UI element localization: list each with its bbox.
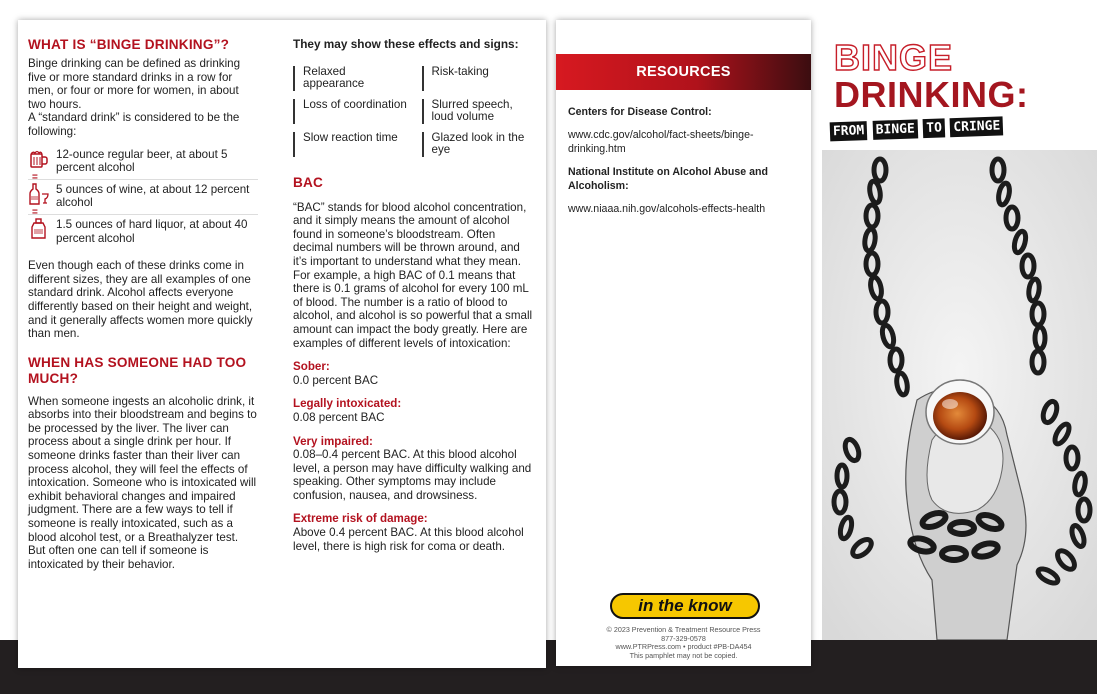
bac-paragraph: “BAC” stands for blood alcohol concentration, and it simply means the amount of alcohol found in someone’s bloodstream. Often decimal numbers will be thrown around, and it’s important to understand what they mean. For example, a high BAC of 0.1 means that there is 0.1 grams of alcohol for every 100 mL of blood. The number is a ratio of blood to alcohol, and alcohol is so powerful that a small amount can impact the body greatly. Here are examples of different levels of intoxication:: [293, 200, 533, 350]
binge-paragraph-1: Binge drinking can be defined as drinking five or more standard drinks in a row for men, or four or more for women, in about two hours.: [28, 57, 241, 111]
level-text-extreme: Above 0.4 percent BAC. At this blood alcohol level, there is high risk for coma or death.: [293, 526, 524, 553]
resource-link-niaaa[interactable]: www.niaaa.nih.gov/alcohols-effects-health: [568, 203, 766, 216]
effect-item: Slurred speech, loud volume: [422, 99, 537, 124]
pamphlet-cover-panel: [822, 20, 1097, 640]
effect-item: Glazed look in the eye: [422, 132, 537, 157]
pamphlet-inside-panel: [18, 20, 546, 668]
cover-title-line-2: DRINKING:: [834, 74, 1029, 115]
footer-line: © 2023 Prevention & Treatment Resource Press: [606, 625, 761, 634]
level-label-legal: Legally intoxicated:: [293, 397, 402, 411]
too-much-paragraph: When someone ingests an alcoholic drink, it absorbs into their bloodstream and begins to be processed by the liver. The liver can process about a single drink per hour. If someone drinks faster than their liver can process alcohol, they will feel the effects of intoxication. Someone who is intoxicated will exhibit behavioral changes and impaired judgment. There are a few ways to tell if someone is really intoxicated, such as a blood alcohol test, or a Breathalyzer test. But often one can tell if someone is intoxicated by their behavior.: [28, 394, 257, 571]
level-text-sober: 0.0 percent BAC: [293, 373, 379, 387]
resources-header: RESOURCES: [556, 54, 811, 90]
binge-paragraph-2: A “standard drink” is considered to be the following:: [28, 111, 240, 138]
wine-bottle-icon: [28, 183, 50, 205]
drink-text: 5 ounces of wine, at about 12 percent alcohol: [56, 182, 250, 210]
resource-link-cdc[interactable]: www.cdc.gov/alcohol/fact-sheets/binge-drinking.htm: [568, 129, 754, 155]
level-label-very-impaired: Very impaired:: [293, 434, 373, 448]
chained-hands-glass-image: [822, 150, 1097, 640]
cover-title: [834, 37, 1029, 115]
subtitle-word: TO: [923, 118, 945, 138]
standard-drinks-list: [28, 145, 258, 250]
drink-text: 12-ounce regular beer, at about 5 percent alcohol: [56, 147, 228, 175]
effects-grid: [293, 66, 536, 157]
drink-item-liquor: [28, 215, 258, 249]
effect-item: Relaxed appearance: [293, 66, 408, 91]
in-the-know-badge: in the know: [610, 593, 760, 619]
column-left: [28, 20, 258, 571]
footer-line: www.PTRPress.com • product #PB-DA454: [615, 642, 752, 652]
binge-paragraph-3: Even though each of these drinks come in different sizes, they are all examples of one standard drink. Alcohol affects everyone differently based on their height and weight, and it generally affects women more quickly than men.: [28, 259, 253, 341]
binge-heading: WHAT IS “BINGE DRINKING”?: [28, 37, 230, 52]
cover-title-line-1: BINGE: [834, 37, 954, 78]
equals-icon: =: [32, 206, 38, 218]
subtitle-word: CRINGE: [950, 116, 1004, 137]
pamphlet-back-panel: [556, 20, 811, 666]
effects-title: They may show these effects and signs:: [293, 37, 519, 51]
equals-icon: =: [32, 171, 38, 183]
level-text-very-impaired: 0.08–0.4 percent BAC. At this blood alcohol level, a person may have difficulty walking and speaking. Other symptoms may include confusion, nausea, and drowsiness.: [293, 448, 532, 502]
resources-body: [556, 90, 811, 238]
liquor-bottle-icon: [28, 218, 50, 240]
drink-item-beer: [28, 145, 258, 183]
cover-subtitle: [830, 114, 1083, 149]
level-label-extreme: Extreme risk of damage:: [293, 512, 428, 526]
effect-item: Loss of coordination: [293, 99, 408, 124]
too-much-heading: WHEN HAS SOMEONE HAD TOO MUCH?: [28, 354, 247, 386]
drink-item-wine: [28, 180, 258, 218]
drink-text: 1.5 ounces of hard liquor, at about 40 percent alcohol: [56, 217, 248, 245]
effect-item: Slow reaction time: [293, 132, 408, 157]
level-text-legal: 0.08 percent BAC: [293, 410, 385, 424]
footer-line: 877-329-0578: [661, 633, 706, 643]
resource-org-niaaa: National Institute on Alcohol Abuse and Alcoholism:: [568, 166, 768, 192]
subtitle-word: FROM: [830, 121, 868, 141]
column-right: [293, 20, 536, 553]
bac-heading: BAC: [293, 174, 324, 190]
publisher-footer: [556, 626, 811, 660]
subtitle-word: BINGE: [872, 119, 918, 140]
beer-mug-icon: [28, 148, 50, 170]
effect-item: Risk-taking: [422, 66, 537, 91]
footer-line: This pamphlet may not be copied.: [629, 650, 738, 660]
resource-org-cdc: Centers for Disease Control:: [568, 106, 712, 118]
level-label-sober: Sober:: [293, 360, 330, 374]
